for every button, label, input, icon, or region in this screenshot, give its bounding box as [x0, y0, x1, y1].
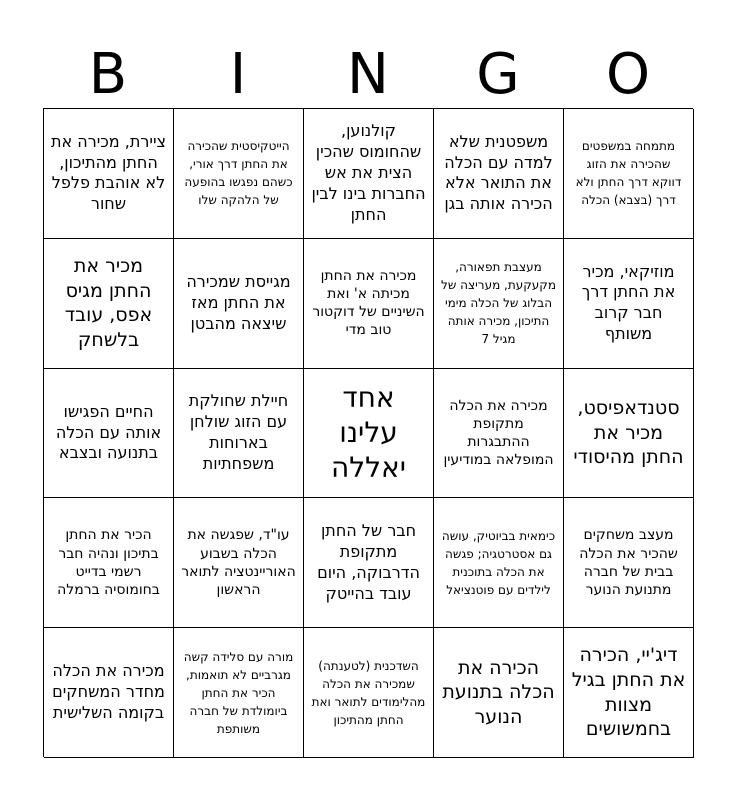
- header-letter-o: O: [605, 42, 651, 107]
- cell-text: מתמחה במשפטים שהכירה את הזוג דווקא דרך החתן ולא דרך (בצבא) הכלה: [575, 139, 682, 208]
- cell-text: משפטנית שלא למדה עם הכלה את התואר אלא הכירה אותה בגן: [444, 131, 553, 214]
- cell-text: חיילת שחולקת עם הזוג שולחן בארוחות משפחתיות: [188, 391, 289, 473]
- header-letter-g: G: [476, 42, 520, 107]
- cell-text: מגייסת שמכירה את החתן מאז שיצאה מהבטן: [186, 272, 291, 333]
- cell-text: סטנדאפיסט, מכיר את החתן מהיסודי: [573, 396, 684, 469]
- bingo-cell[interactable]: [304, 109, 434, 239]
- bingo-cell[interactable]: [564, 498, 694, 628]
- cell-text: מכירה את הכלה מתקופת ההתבגרות המופלאה במודיעין: [443, 397, 554, 469]
- bingo-cell[interactable]: [564, 369, 694, 499]
- cell-text: חבר של החתן מתקופת הדרבוקה, היום עובד בהייטק: [317, 521, 420, 603]
- cell-text: קולנוען, שהחומוס שהכין הצית את אש החברות בינו לבין החתן: [311, 121, 426, 224]
- cell-text: החיים הפגישו אותה עם הכלה בתנועה ובצבא: [55, 401, 162, 463]
- cell-text: מכירה את החתן מכיתה א' ואת השיניים של דוקטור טוב מדי: [312, 267, 425, 339]
- cell-text: הכירה את הכלה בתנועת הנוער: [442, 656, 555, 728]
- bingo-cell[interactable]: [44, 369, 174, 499]
- bingo-cell[interactable]: [434, 109, 564, 239]
- bingo-cell[interactable]: [434, 628, 564, 758]
- cell-text: השדכנית (לטענתה) שמכירה את הכלה מהלימודים לתואר ואת החתן מהתיכון: [311, 658, 426, 727]
- bingo-header: [43, 44, 693, 106]
- cell-text: מכירה את הכלה מחדר המשחקים בקומה השלישית: [52, 661, 165, 722]
- cell-text: כימאית בביוטיק, עושה גם אסטרטגיה; פגשה את הכלה בתוכנית לילדים עם פוטנציאל: [441, 528, 556, 597]
- bingo-cell[interactable]: [174, 239, 304, 369]
- cell-text: מעצב משחקים שהכיר את הכלה בבית של חברה מתנועת הנוער: [579, 527, 678, 598]
- cell-text: דיג'יי, הכירה את החתן בגיל מצוות בחמשושים: [571, 644, 686, 741]
- bingo-cell[interactable]: [174, 628, 304, 758]
- bingo-cell[interactable]: [564, 628, 694, 758]
- bingo-cell[interactable]: [434, 498, 564, 628]
- cell-text: הכיר את החתן בתיכון ונהיה חבר רשמי בדייט בחומוסיה ברמלה: [57, 527, 160, 598]
- free-space-text: אחד עלינו יאללה: [330, 381, 407, 485]
- bingo-cell[interactable]: [44, 498, 174, 628]
- bingo-cell[interactable]: [174, 369, 304, 499]
- header-letter-n: N: [347, 42, 389, 107]
- bingo-cell[interactable]: [174, 109, 304, 239]
- cell-text: הייטקיסטית שהכירה את החתן דרך אורי, כשהם נפגשו בהופעה של הלהקה שלו: [184, 139, 293, 208]
- bingo-cell[interactable]: [434, 369, 564, 499]
- header-letter-i: I: [229, 42, 247, 107]
- bingo-cell[interactable]: [44, 628, 174, 758]
- bingo-cell[interactable]: [304, 498, 434, 628]
- bingo-cell[interactable]: [564, 239, 694, 369]
- cell-text: מעצבת תפאורה, מקעקעת, מעריצה של הבלוג של הכלה מימי התיכון, מכירה אותה מגיל 7: [441, 260, 556, 347]
- bingo-cell[interactable]: [174, 498, 304, 628]
- cell-text: מורה עם סלידה קשה מגרביים לא תואמות, הכיר את החתן ביומולדת של חברה משותפת: [183, 649, 294, 736]
- free-space[interactable]: [304, 369, 434, 499]
- bingo-cell[interactable]: [44, 239, 174, 369]
- bingo-cell[interactable]: [44, 109, 174, 239]
- cell-text: עו"ד, שפגשה את הכלה בשבוע האוריינטציה לתואר הראשון: [181, 527, 296, 598]
- bingo-cell[interactable]: [304, 239, 434, 369]
- bingo-cell[interactable]: [304, 628, 434, 758]
- cell-text: מכיר את החתן מגיס אפס, עובד בלשחק: [64, 254, 153, 351]
- header-letter-b: B: [88, 42, 128, 107]
- bingo-cell[interactable]: [564, 109, 694, 239]
- bingo-board: [43, 108, 693, 757]
- cell-text: ציירת, מכירה את החתן מהתיכון, לא אוהבת פלפל שחור: [50, 131, 167, 214]
- bingo-cell[interactable]: [434, 239, 564, 369]
- cell-text: מוזיקאי, מכיר את החתן דרך חבר קרוב משותף: [581, 261, 676, 343]
